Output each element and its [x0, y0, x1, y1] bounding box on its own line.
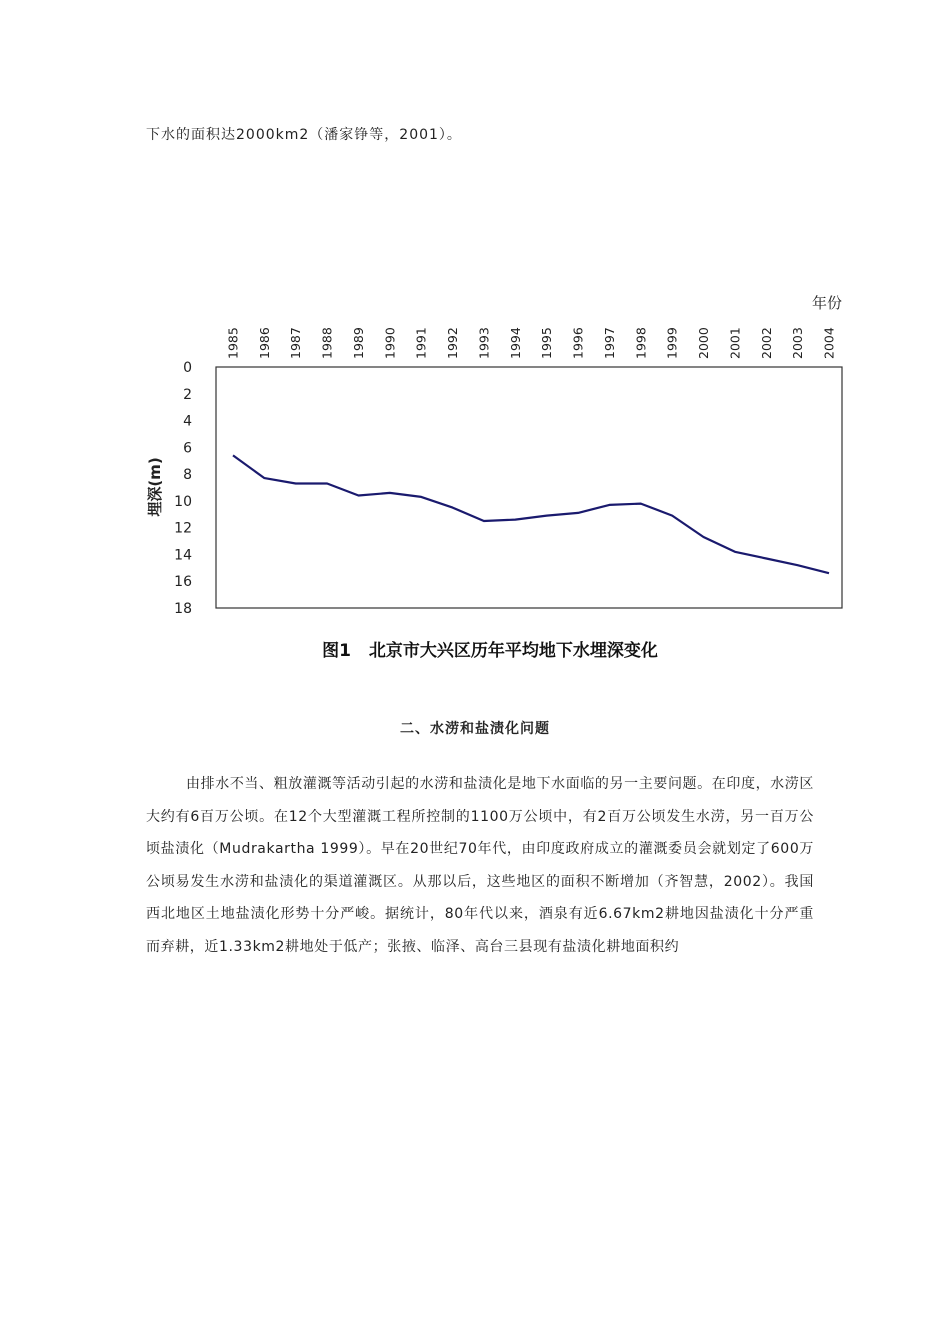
y-tick-label: 8 [183, 467, 192, 484]
x-tick-label: 1992 [445, 327, 461, 359]
x-tick-label: 1996 [570, 327, 586, 359]
section-heading: 二、水涝和盐渍化问题 [400, 721, 550, 737]
x-tick-label: 2000 [696, 327, 712, 359]
y-axis-title: 埋深(m) [146, 457, 164, 517]
series-line [233, 455, 829, 573]
top-text-line: 下水的面积达2000km2（潘家铮等，2001）。 [146, 127, 462, 143]
x-axis-title: 年份 [811, 294, 842, 312]
figure-title: 北京市大兴区历年平均地下水埋深变化 [368, 641, 658, 661]
figure-caption [0, 636, 950, 661]
plot-frame [216, 367, 842, 608]
x-tick-label: 1986 [256, 327, 272, 359]
y-tick-label: 12 [174, 520, 192, 537]
x-tick-label: 1995 [539, 327, 555, 359]
x-tick-label: 2001 [727, 327, 743, 359]
body-paragraph: 由排水不当、粗放灌溉等活动引起的水涝和盐渍化是地下水面临的另一主要问题。在印度，水涝区大约有6百万公顷。在12个大型灌溉工程所控制的1100万公顷中，有2百万公顷发生水涝，另一百万公顷盐渍化（Mudrakartha 1999）。早在20世纪70年代，由印度政府成立的灌溉委员会就划定了600万公顷易发生水涝和盐渍化的渠道灌溉区。从那以后，这些地区的面积不断增加（齐智慧，2002）。我国西北地区土地盐渍化形势十分严峻。据统计，80年代以来，酒泉有近6.67km2耕地因盐渍化十分严重而弃耕，近1.33km2耕地处于低产；张掖、临泽、高台三县现有盐渍化耕地面积约 [146, 776, 814, 955]
y-tick-label: 0 [183, 360, 192, 376]
x-tick-label: 1991 [413, 327, 429, 359]
x-tick-label: 2002 [758, 327, 774, 359]
y-tick-label: 10 [174, 493, 192, 510]
x-tick-label: 1994 [507, 327, 523, 359]
x-tick-label: 1993 [476, 327, 492, 359]
y-tick-label: 14 [174, 547, 192, 564]
x-tick-label: 1997 [601, 327, 617, 359]
figure-number: 图1 [322, 641, 351, 661]
x-tick-label: 1998 [633, 327, 649, 359]
y-tick-label: 4 [183, 413, 192, 430]
y-tick-label: 6 [183, 440, 192, 457]
x-tick-label: 1989 [350, 327, 366, 359]
x-tick-label: 1990 [382, 327, 398, 359]
x-tick-label: 1987 [288, 327, 304, 359]
y-tick-label: 16 [174, 574, 192, 591]
x-tick-label: 2004 [821, 327, 837, 359]
x-tick-label: 1985 [225, 327, 241, 359]
groundwater-depth-chart [140, 290, 860, 630]
y-tick-label: 2 [183, 386, 192, 403]
x-tick-label: 1999 [664, 327, 680, 359]
x-tick-label: 1988 [319, 327, 335, 359]
x-tick-label: 2003 [790, 327, 806, 359]
y-tick-label: 18 [174, 601, 192, 617]
